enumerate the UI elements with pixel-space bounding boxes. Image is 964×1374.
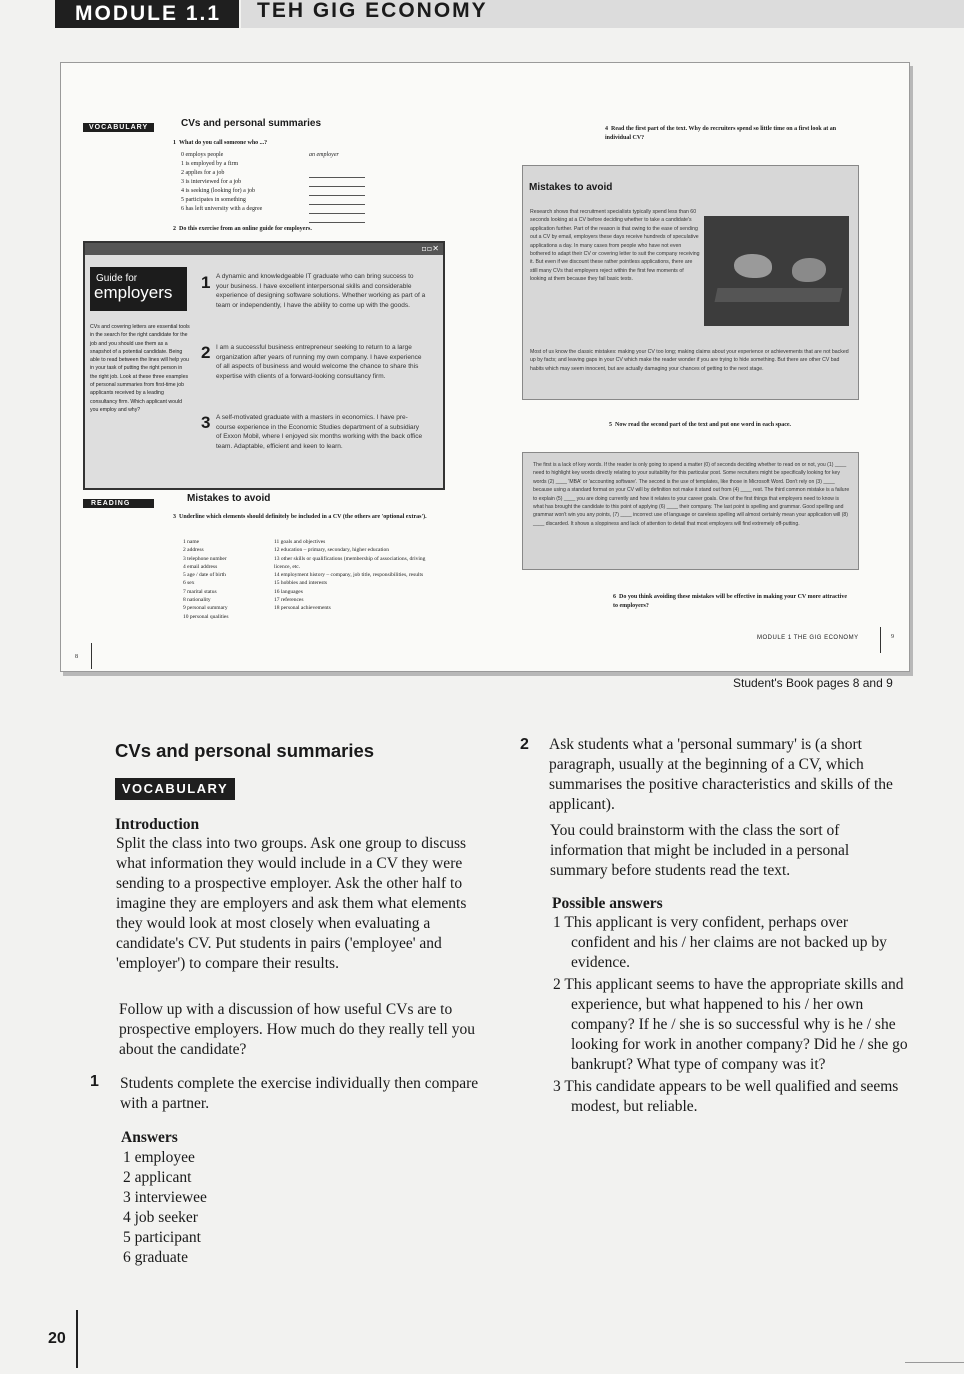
ex1-item: 5 participates in something [181, 197, 246, 203]
spread-vocab-title: CVs and personal summaries [181, 118, 322, 129]
ex4-instruction: 4 Read the first part of the text. Why do recruiters spend so little time on a first look at an individual CV? [605, 126, 837, 141]
intro-paragraph-1: Split the class into two groups. Ask one group to discuss what information they would include in a CV they were sending to a prospective employer. Ask the other half to imagine they are employers and ask them what elements they would look at most closely when evaluating a candidate's CV. Put students in pairs ('employee' and 'employer') to compare their results. [116, 835, 467, 972]
module-badge: MODULE 1.1 [55, 0, 239, 28]
answer-item: 4 job seeker [123, 1209, 198, 1226]
left-page-number: 8 [75, 654, 78, 660]
hands-typing-photo [704, 216, 849, 326]
ex1-blanks [309, 169, 365, 223]
answer-item: 1 employee [123, 1149, 195, 1166]
ex2-paragraph-2: You could brainstorm with the class the sort of information that might be included in a personal summary before students read the text. [550, 822, 850, 879]
window-titlebar [85, 243, 443, 255]
hand-shape [734, 254, 772, 278]
module-title: TEH GIG ECONOMY [241, 0, 964, 28]
book-spread-image [60, 62, 910, 672]
possible-answers-heading: Possible answers [552, 895, 663, 912]
ex3-col1: 1 name 2 address 3 telephone number 4 email address 5 age / date of birth 6 sex 7 marital status 8 nationality 9 personal summary 10 personal qualities [183, 539, 229, 620]
intro-paragraph-2: Follow up with a discussion of how useful CVs are to prospective employers. How much do they really tell you about the candidate? [119, 1001, 475, 1058]
answer-item: 6 graduate [123, 1249, 188, 1266]
reading-title: Mistakes to avoid [187, 493, 271, 504]
spread-caption: Student's Book pages 8 and 9 [733, 676, 893, 690]
ex1-example: an employer [309, 152, 339, 158]
answer-item: 5 participant [123, 1229, 201, 1246]
mistakes-panel [522, 165, 859, 400]
answers-list [123, 1148, 207, 1268]
page-rule [91, 643, 92, 669]
possible-answer: 1 This applicant is very confident, perhaps over confident and his / her claims are not backed up by evidence. [553, 914, 887, 971]
hand-shape [792, 258, 826, 282]
answer-item: 3 interviewee [123, 1189, 207, 1206]
guide-num-1: 1 [201, 273, 211, 292]
mistakes-text-1: Research shows that recruitment specialists typically spend less than 60 seconds looking at a CV before deciding whether to take a candidate's application further. Part of the reason is that owing to the ease of sending out a CV by email, employers these days receive hundreds of speculative applications a day. In many cases from people who have not even bothered to adapt their CV or covering letter to suit the company receiving it. But even if we discount these rather pointless applications, there are still many CVs that employers reject within the first few moments of looking at them because they fail basic tests. [530, 209, 700, 283]
reading-tag: READING [83, 499, 154, 508]
ex3-col2: 11 goals and objectives 12 education – primary, secondary, higher education 13 other skills or qualifications (membership of associations, driving licence, etc. 14 employment history – company, job title, responsibilities, results 15 hobbies and interests 16 languages 17 references 18 personal achievements [274, 539, 426, 612]
ex1-item: 0 employs people [181, 152, 224, 158]
mistakes-text-2: Most of us know the classic mistakes: making your CV too long; making claims about your experience or achievements that are not backed up by facts; and leaving gaps in your CV which make the reader wonder if you are trying to hide something. But there are other CV bad habits which may seem innocent, but are actually damaging your chances of getting to the next stage. [530, 349, 849, 372]
ex1-list [181, 151, 311, 214]
ex2-number: 2 [520, 736, 529, 753]
answer-item: 2 applicant [123, 1169, 192, 1186]
page-number-rule [76, 1310, 78, 1368]
guide-intro: CVs and covering letters are essential tools in the search for the right candidate for the job and you should use them as a snapshot of a potential candidate. Being able to read between the lines will help you in your task of putting the right person in the right job. Look at these three examples of personal summaries from first-time job applicants received by a leading consultancy firm. Which applicant would you employ and why? [90, 324, 190, 413]
ex1-text: Students complete the exercise individually then compare with a partner. [120, 1075, 479, 1112]
guide-window [83, 241, 445, 490]
ex2-instruction: 2 Do this exercise from an online guide for employers. [173, 226, 312, 232]
ex1-number: 1 [90, 1073, 99, 1090]
vocab-tag-small: VOCABULARY [83, 123, 154, 132]
ex2-paragraph-1: Ask students what a 'personal summary' is (a short paragraph, usually at the beginning of a CV, which summarises the positive characteristics and skills of the applicant). [549, 736, 893, 813]
page-title: CVs and personal summaries [115, 740, 375, 761]
answers-heading: Answers [121, 1129, 178, 1146]
spread-footer: MODULE 1 THE GIG ECONOMY [757, 635, 859, 641]
vocab-tag: VOCABULARY [115, 778, 235, 800]
ex1-item: 6 has left university with a degree [181, 206, 263, 212]
possible-answer: 2 This applicant seems to have the appropriate skills and experience, but what happened to his / her own company? If he / she is so successful why is he / she looking for work in another company? Did he / she go bankrupt? What type of company was it? [553, 976, 908, 1073]
right-page-number: 9 [891, 634, 894, 640]
ex1-item: 1 is employed by a firm [181, 161, 239, 167]
ex6-instruction: 6 Do you think avoiding these mistakes will be effective in making your CV more attractive to employers? [613, 594, 847, 609]
guide-summary-1: A dynamic and knowledgeable IT graduate who can bring success to your business. I have excellent interpersonal skills and considerable experience of designing software solutions. Whether working as part of a team or independently, I have the ability to come up with the goods. [216, 273, 426, 309]
guide-brand: Guide for employers [90, 267, 187, 311]
guide-num-2: 2 [201, 343, 211, 362]
ex3-instruction: 3 Underline which elements should definitely be included in a CV (the others are 'optional extras'). [173, 514, 427, 520]
guide-summary-2: I am a successful business entrepreneur seeking to return to a large organization after years of running my own company. I have experience of all aspects of business and would welcome the chance to share this expertise with clients of a forward-looking consultancy firm. [216, 344, 422, 380]
ex1-heading: 1 What do you call someone who ...? [173, 140, 268, 146]
gap-fill-text: The first is a lack of key words. If the reader is only going to spend a matter (0) of seconds deciding whether to read on or not, you (1) ____ need to highlight key words directly relating to your suitability for this particular post. Some recruiters might be specifically looking for key words (2) ____ 'MBA' or 'accounting software'. The second is the use of templates, like those in Microsoft Word. Don't rely on (3) ____ because using a standard format on your CV will by definition not make it stand out from (4) ____ rest. The third common mistake is a failure to explain (5) ____ you are doing currently and how it relates to your career goals. One of the first things that employers need to know is what has brought the candidate to this point of applying (6) ____ their company. The last point is spelling and grammar. Good spelling and grammar won't win you any points, (7) ____ incorrect use of language or careless spelling will almost certainly mean your application will (8) ____ discarded. It shows a sloppiness and lack of attention to detail that most employers will find extremely off-putting. [533, 462, 850, 527]
page-number: 20 [48, 1330, 66, 1347]
ex1-item: 2 applies for a job [181, 170, 225, 176]
gap-fill-text-box [522, 452, 859, 570]
corner-rule [905, 1362, 964, 1363]
ex5-instruction: 5 Now read the second part of the text and put one word in each space. [609, 422, 792, 428]
intro-heading: Introduction [115, 816, 200, 833]
guide-summary-3: A self-motivated graduate with a masters in economics. I have pre-course experience in the Economic Studies department of a subsidiary of Exxon Mobil, where I enjoyed six months working with the back office team. Adaptable, efficient and keen to learn. [216, 414, 423, 450]
window-controls-icon: ▫▫✕ [421, 244, 439, 253]
possible-answer: 3 This candidate appears to be well qualified and seems modest, but reliable. [553, 1078, 899, 1115]
page-rule [880, 627, 881, 653]
mistakes-title: Mistakes to avoid [529, 182, 613, 193]
keyboard-shape [715, 288, 843, 302]
guide-num-3: 3 [201, 413, 211, 432]
ex1-item: 3 is interviewed for a job [181, 179, 242, 185]
ex1-item: 4 is seeking (looking for) a job [181, 188, 255, 194]
possible-answers-list [553, 913, 909, 1117]
